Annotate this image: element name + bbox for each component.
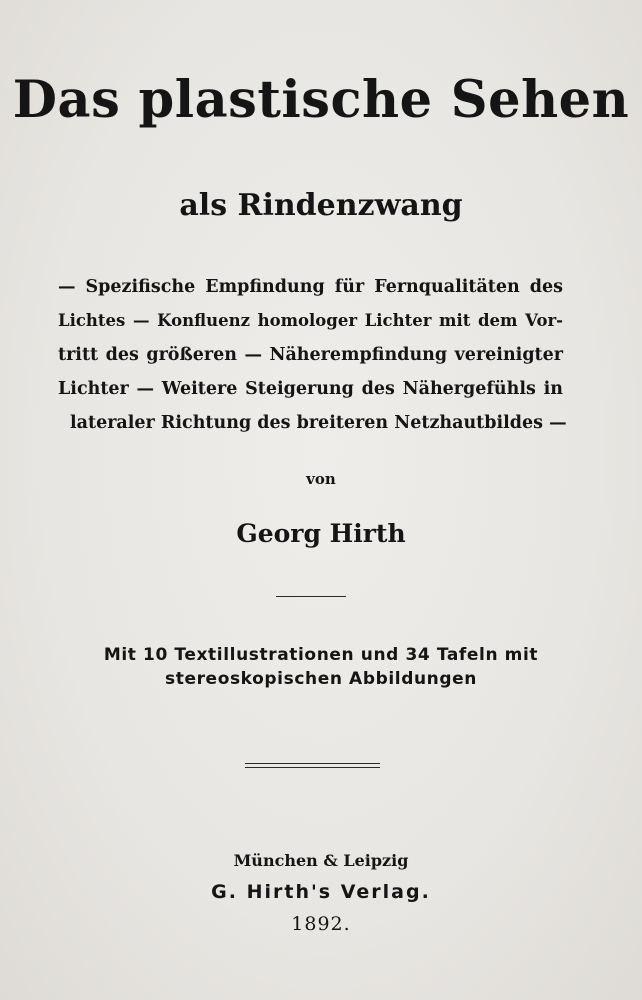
description-line-1: — Spezifische Empfindung für Fernqualitäten des (58, 277, 563, 297)
book-title: Das plastische Sehen (12, 70, 630, 130)
publication-year: 1892. (291, 913, 351, 935)
author-name: Georg Hirth (236, 519, 406, 548)
book-subtitle: als Rindenzwang (179, 188, 463, 223)
short-divider-rule (276, 596, 346, 597)
publisher-name: G. Hirth's Verlag. (211, 881, 431, 903)
description-line-2: Lichtes — Konfluenz homologer Lichter mit dem Vor- (58, 311, 563, 330)
double-divider-rule (245, 763, 380, 768)
illustrations-line-1: Mit 10 Textillustrationen und 34 Tafeln mit (103, 645, 539, 665)
publication-place: München & Leipzig (233, 851, 409, 870)
by-label: von (306, 470, 336, 488)
description-line-4: Lichter — Weitere Steigerung des Nähergefühls in (58, 379, 563, 399)
illustrations-note (0, 643, 642, 691)
illustrations-line-2: stereoskopischen Abbildungen (165, 669, 477, 689)
description-line-5: lateraler Richtung des breiteren Netzhautbildes — (70, 413, 567, 433)
description-line-3: tritt des größeren — Näherempfindung vereinigter (58, 345, 563, 365)
